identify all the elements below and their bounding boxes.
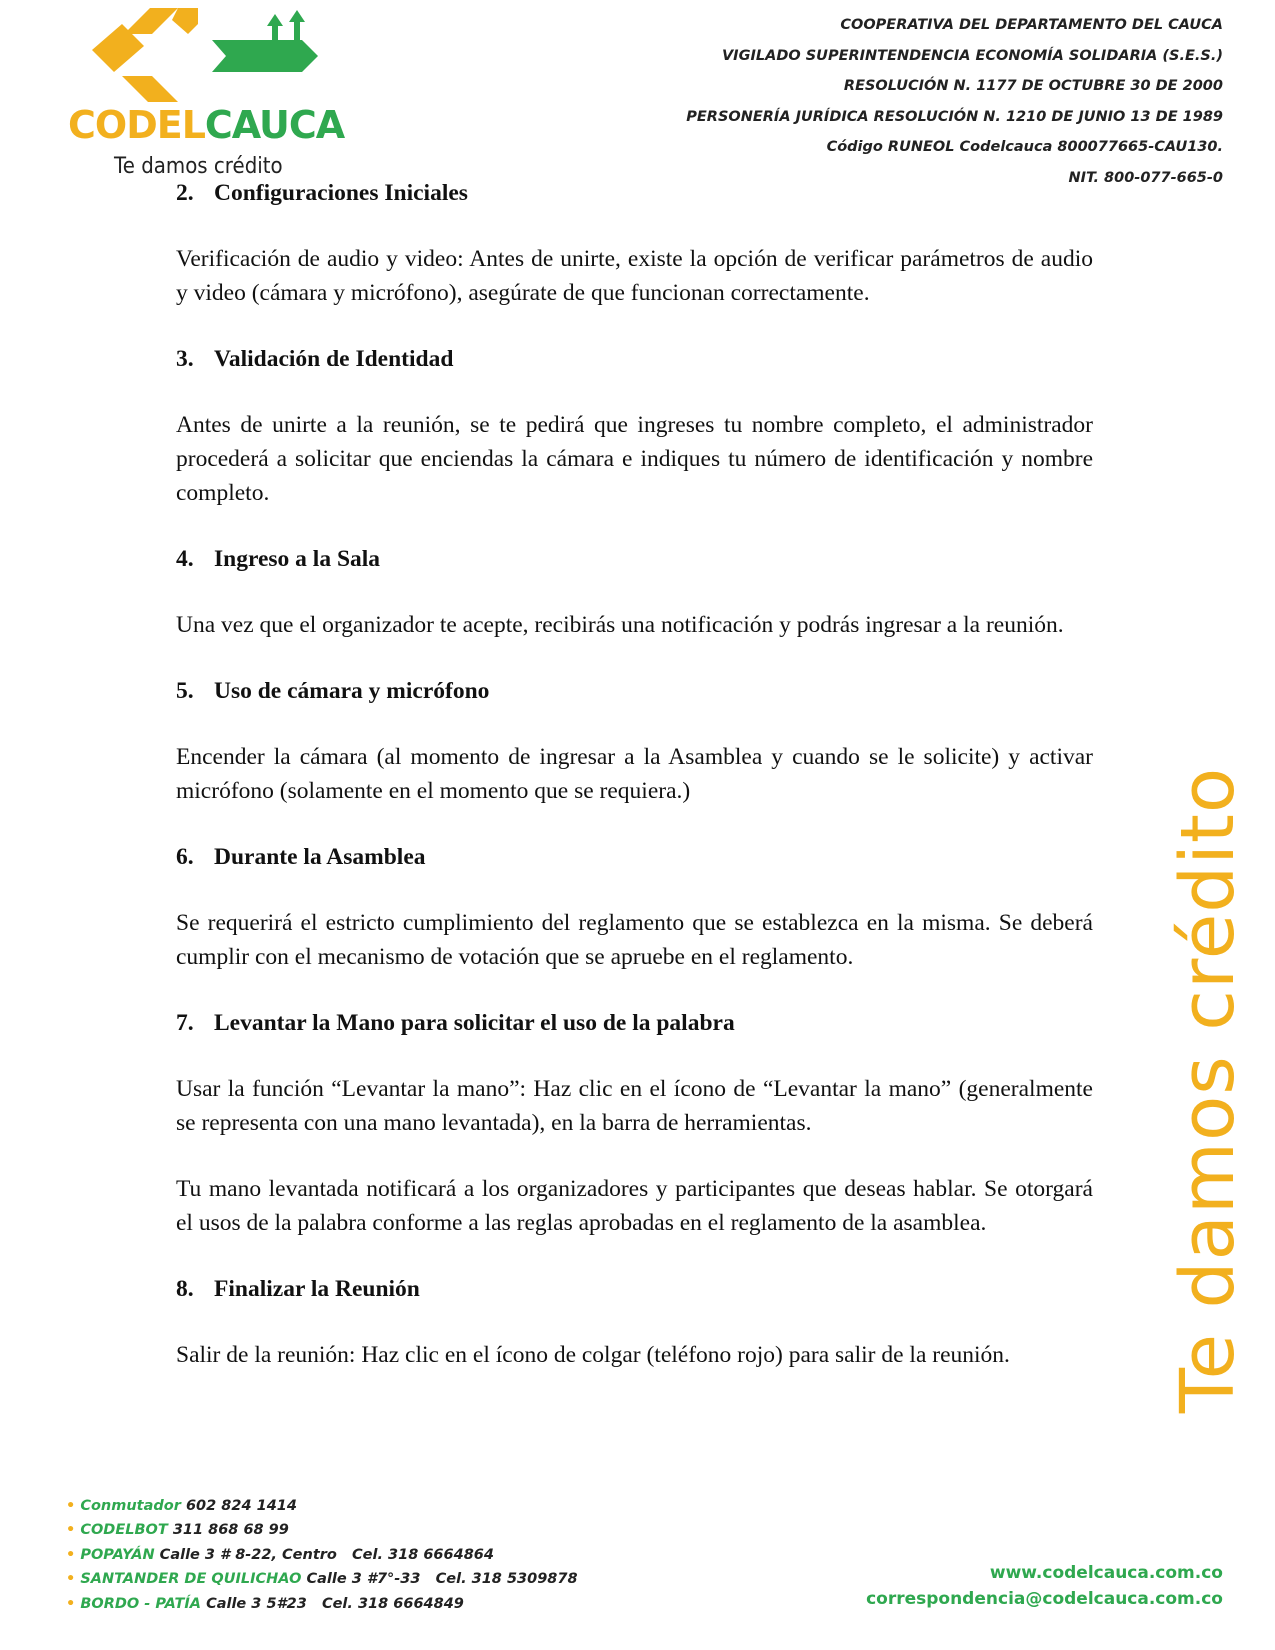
section-levantar-mano bbox=[176, 1006, 1093, 1240]
section-heading bbox=[176, 342, 1093, 376]
org-line: Código RUNEOL Codelcauca 800077665-CAU130. bbox=[826, 139, 1223, 155]
section-configuraciones-iniciales bbox=[176, 176, 1093, 310]
section-paragraph: Una vez que el organizador te acepte, recibirás una notificación y podrás ingresar a la reunión. bbox=[176, 612, 1064, 638]
section-title: Ingreso a la Sala bbox=[214, 546, 381, 572]
contact-row bbox=[66, 1518, 578, 1542]
section-heading bbox=[176, 1272, 1093, 1306]
footer-web bbox=[866, 1560, 1223, 1612]
section-paragraph: Antes de unirte a la reunión, se te pedirá que ingreses tu nombre completo, el administrador procederá a solicitar que enciendas la cámara e indiques tu número de identificación y nombre completo. bbox=[176, 412, 1093, 506]
logo-word-part1: CODEL bbox=[68, 103, 205, 147]
section-heading bbox=[176, 1006, 1093, 1040]
contact-detail: Calle 3 #7°-33 Cel. 318 5309878 bbox=[306, 1571, 578, 1588]
contact-detail: 602 824 1414 bbox=[185, 1498, 297, 1514]
website-link[interactable]: www.codelcauca.com.co bbox=[989, 1563, 1223, 1583]
section-number: 7. bbox=[176, 1010, 194, 1036]
section-validacion-identidad bbox=[176, 342, 1093, 510]
contact-label: POPAYÁN bbox=[80, 1546, 155, 1563]
section-paragraph: Salir de la reunión: Haz clic en el ícono de colgar (teléfono rojo) para salir de la reunión. bbox=[176, 1342, 1010, 1368]
logo-slogan: Te damos crédito bbox=[114, 154, 283, 179]
section-ingreso-sala bbox=[176, 542, 1093, 642]
org-line: RESOLUCIÓN N. 1177 DE OCTUBRE 30 DE 2000 bbox=[843, 78, 1223, 94]
document-body bbox=[176, 176, 1093, 1372]
bullet-icon: • bbox=[66, 1498, 81, 1514]
section-number: 4. bbox=[176, 546, 194, 572]
section-title: Validación de Identidad bbox=[214, 346, 454, 372]
bullet-icon: • bbox=[66, 1546, 81, 1563]
contact-row bbox=[66, 1592, 578, 1616]
section-heading bbox=[176, 674, 1093, 708]
section-title: Durante la Asamblea bbox=[214, 844, 426, 870]
bullet-icon: • bbox=[66, 1522, 81, 1539]
contact-detail: Calle 3 5#23 Cel. 318 6664849 bbox=[206, 1595, 464, 1612]
contact-detail: Calle 3 # 8-22, Centro Cel. 318 6664864 bbox=[159, 1546, 494, 1563]
organization-info bbox=[583, 10, 1223, 193]
section-title: Finalizar la Reunión bbox=[214, 1276, 420, 1302]
section-paragraph: Verificación de audio y video: Antes de unirte, existe la opción de verificar parámetros de audio y video (cámara y micrófono), asegúrate de que funcionan correctamente. bbox=[176, 246, 1093, 306]
footer-contacts bbox=[66, 1494, 578, 1616]
org-line: VIGILADO SUPERINTENDENCIA ECONOMÍA SOLIDARIA (S.E.S.) bbox=[721, 47, 1223, 64]
contact-label: BORDO - PATÍA bbox=[80, 1595, 201, 1612]
contact-row bbox=[66, 1543, 578, 1567]
section-number: 5. bbox=[176, 678, 194, 704]
side-slogan: Te damos crédito bbox=[1165, 766, 1251, 1414]
section-durante-asamblea bbox=[176, 840, 1093, 974]
email-link[interactable]: correspondencia@codelcauca.com.co bbox=[866, 1589, 1223, 1609]
contact-label: SANTANDER DE QUILICHAO bbox=[80, 1571, 302, 1588]
section-number: 2. bbox=[176, 180, 194, 206]
logo-word-part2: CAUCA bbox=[204, 103, 345, 147]
section-title: Configuraciones Iniciales bbox=[214, 180, 468, 206]
logo-mark-icon bbox=[92, 6, 332, 104]
section-number: 3. bbox=[176, 346, 194, 372]
org-line: NIT. 800-077-665-0 bbox=[1068, 169, 1223, 186]
company-logo bbox=[68, 6, 345, 179]
bullet-icon: • bbox=[66, 1571, 81, 1588]
section-title: Levantar la Mano para solicitar el uso de la palabra bbox=[214, 1010, 735, 1036]
section-paragraph: Usar la función “Levantar la mano”: Haz clic en el ícono de “Levantar la mano” (generalmente se representa con una mano levantada), en la barra de herramientas. bbox=[176, 1076, 1093, 1136]
section-number: 8. bbox=[176, 1276, 194, 1302]
contact-detail: 311 868 68 99 bbox=[172, 1522, 289, 1539]
logo-wordmark bbox=[68, 103, 345, 147]
section-heading bbox=[176, 176, 1093, 210]
section-heading bbox=[176, 542, 1093, 576]
section-paragraph: Tu mano levantada notificará a los organizadores y participantes que deseas hablar. Se otorgará el usos de la palabra conforme a las reglas aprobadas en el reglamento de la asamblea. bbox=[176, 1176, 1093, 1236]
section-number: 6. bbox=[176, 844, 194, 870]
section-paragraph: Encender la cámara (al momento de ingresar a la Asamblea y cuando se le solicite) y activar micrófono (solamente en el momento que se requiera.) bbox=[176, 744, 1093, 804]
contact-row bbox=[66, 1567, 578, 1591]
contact-label: CODELBOT bbox=[80, 1522, 168, 1539]
org-line: COOPERATIVA DEL DEPARTAMENTO DEL CAUCA bbox=[840, 17, 1223, 33]
contact-label: Conmutador bbox=[80, 1498, 181, 1514]
section-heading bbox=[176, 840, 1093, 874]
section-paragraph: Se requerirá el estricto cumplimiento del reglamento que se establezca en la misma. Se deberá cumplir con el mecanismo de votación que se apruebe en el reglamento. bbox=[176, 910, 1093, 970]
org-line: PERSONERÍA JURÍDICA RESOLUCIÓN N. 1210 DE JUNIO 13 DE 1989 bbox=[686, 108, 1223, 125]
section-finalizar-reunion bbox=[176, 1272, 1093, 1372]
section-title: Uso de cámara y micrófono bbox=[214, 678, 490, 704]
section-camara-microfono bbox=[176, 674, 1093, 808]
bullet-icon: • bbox=[66, 1595, 81, 1612]
contact-row bbox=[66, 1494, 578, 1518]
